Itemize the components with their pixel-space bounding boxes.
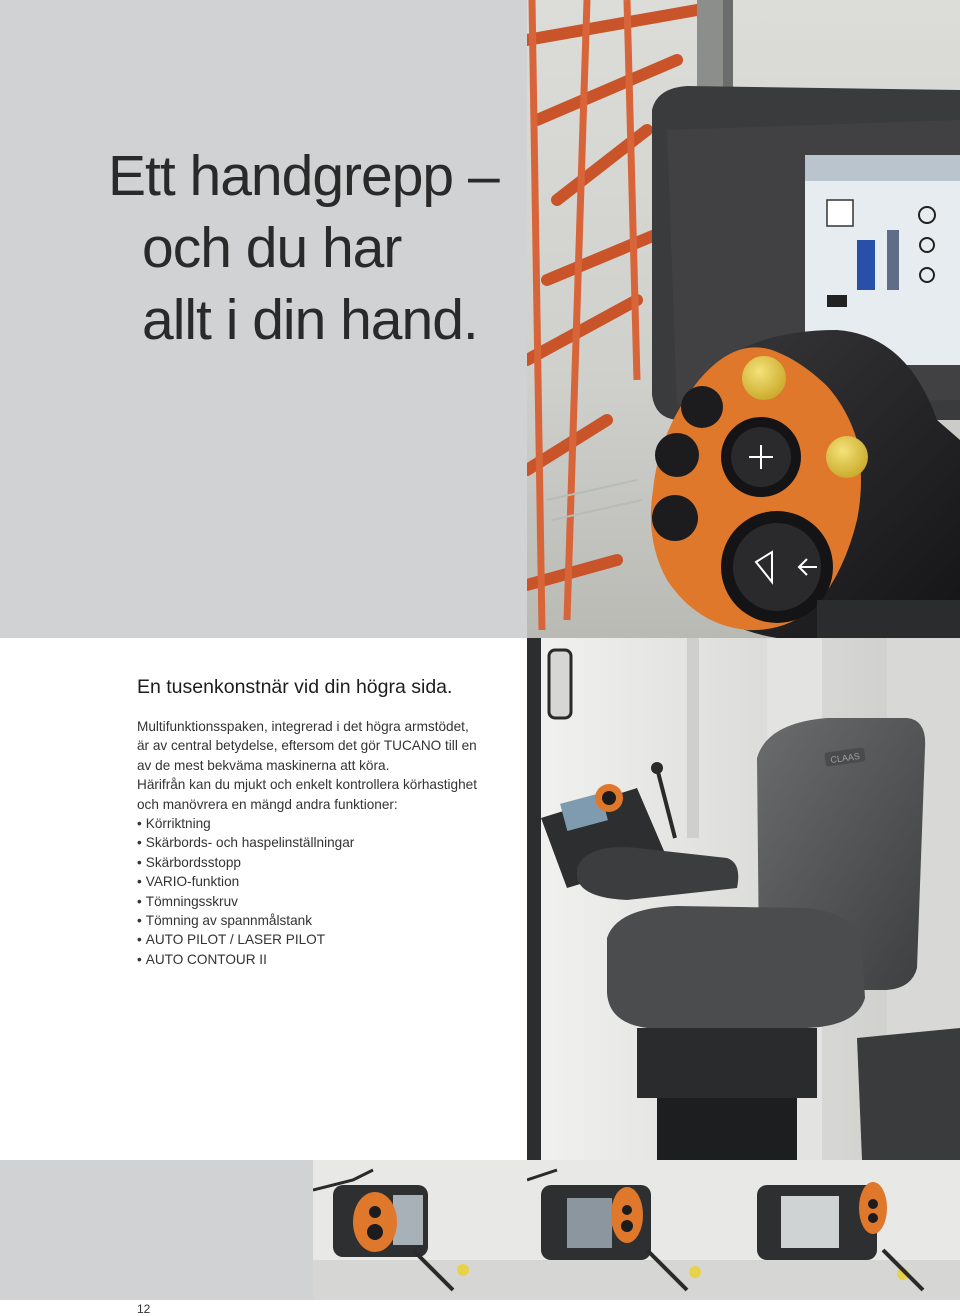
paragraph-2-line-1: Härifrån kan du mjukt och enkelt kontrollera körhastighet: [137, 777, 478, 793]
list-item: • Skärbordsstopp: [137, 853, 517, 872]
headline: [108, 140, 499, 356]
list-item: • Tömning av spannmålstank: [137, 911, 517, 930]
cab-interior-photo: [527, 638, 960, 1160]
joystick-photo: [527, 0, 960, 638]
headline-line-3: allt i din hand.: [142, 288, 478, 352]
paragraph-2-line-2: och manövrera en mängd andra funktioner:: [137, 796, 398, 812]
paragraph-1: [137, 717, 517, 775]
list-item: • VARIO-funktion: [137, 872, 517, 891]
paragraph-2: [137, 775, 517, 814]
thumbnail-3: [743, 1160, 960, 1300]
paragraph-1-line-2: är av central betydelse, eftersom det gör TUCANO till en: [137, 738, 477, 754]
headline-line-1: Ett handgrepp –: [108, 144, 499, 208]
paragraph-1-line-3: av de mest bekväma maskinerna att köra.: [137, 757, 390, 773]
thumbnail-2: [527, 1160, 743, 1300]
body-text: [137, 717, 517, 969]
list-item: • Skärbords- och haspelinställningar: [137, 833, 517, 852]
headline-line-2: och du har: [142, 216, 402, 280]
bottom-gray-strip: [0, 1160, 313, 1300]
list-item: • Körriktning: [137, 814, 517, 833]
list-item: • AUTO PILOT / LASER PILOT: [137, 930, 517, 949]
list-item: • AUTO CONTOUR II: [137, 950, 517, 969]
subheading: En tusenkonstnär vid din högra sida.: [137, 676, 453, 698]
thumbnail-1: [313, 1160, 527, 1300]
paragraph-1-line-1: Multifunktionsspaken, integrerad i det högra armstödet,: [137, 719, 469, 734]
seat-logo: CLAAS: [829, 750, 861, 765]
list-item: • Tömningsskruv: [137, 892, 517, 911]
page-number: 12: [137, 1302, 151, 1316]
feature-list: [137, 814, 517, 969]
